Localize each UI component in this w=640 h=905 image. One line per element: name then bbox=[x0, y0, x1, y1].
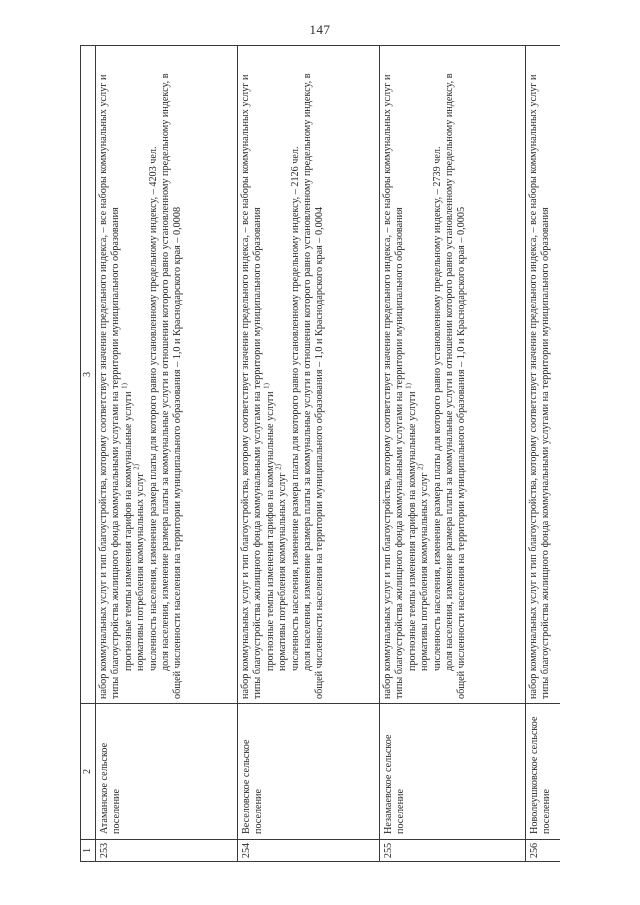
table-row bbox=[96, 46, 238, 862]
table-header-row bbox=[81, 46, 96, 862]
row-description bbox=[238, 46, 380, 704]
description-paragraph: доля населения, изменение размера платы за коммунальные услуги в отношении которого равно установленному предельному индексу, в общей численности населения на территории муниципального образования – 1,0 и Краснодарского края – 0,0004 bbox=[302, 73, 326, 699]
table-row bbox=[380, 46, 526, 862]
row-number: 254 bbox=[238, 840, 380, 862]
table-row bbox=[526, 46, 561, 862]
row-description bbox=[526, 46, 561, 704]
settlement-name: Веселовское сельское поселение bbox=[238, 704, 380, 840]
description-paragraph: нормативы потребления коммунальных услуг $^{2)}$ bbox=[274, 464, 289, 671]
utility-index-table bbox=[80, 45, 560, 862]
row-description bbox=[96, 46, 238, 704]
description-paragraph: набор коммунальных услуг и тип благоустройства, которому соответствует значение предельного индекса, – все наборы коммунальных услуг и типы благоустройства жилищного фонда коммунальными услугами на территории муниципального образования bbox=[382, 74, 406, 699]
page-number: 147 bbox=[309, 22, 331, 37]
row-description bbox=[380, 46, 526, 704]
description-paragraph: прогнозные темпы изменения тарифов на коммунальные услуги $^{1)}$ bbox=[120, 383, 134, 671]
column-header-2: 2 bbox=[81, 704, 96, 840]
description-paragraph: нормативы потребления коммунальных услуг $^{2)}$ bbox=[132, 464, 147, 671]
description-paragraph: набор коммунальных услуг и тип благоустройства, которому соответствует значение предельного индекса, – все наборы коммунальных услуг и типы благоустройства жилищного фонда коммунальными услугами на территории муниципального образования bbox=[528, 74, 552, 699]
description-paragraph: прогнозные темпы изменения тарифов на коммунальные услуги $^{1)}$ bbox=[404, 383, 418, 671]
description-paragraph: доля населения, изменение размера платы за коммунальные услуги в отношении которого равно установленному предельному индексу, в общей численности населения на территории муниципального образования – 1,0 и Краснодарского края – 0,0005 bbox=[444, 73, 468, 699]
settlement-name: Новолеушковское сельское поселение bbox=[526, 704, 561, 840]
description-paragraph: доля населения, изменение размера платы за коммунальные услуги в отношении которого равно установленному предельному индексу, в общей численности населения на территории муниципального образования – 1,0 и Краснодарского края – 0,0008 bbox=[160, 73, 184, 699]
description-paragraph: численность населения, изменение размера платы для которого равно установленному предельному индексу, – 2739 чел. bbox=[431, 146, 443, 671]
row-number: 256 bbox=[526, 840, 561, 862]
settlement-name: Атаманское сельское поселение bbox=[96, 704, 238, 840]
column-header-1: 1 bbox=[81, 840, 96, 862]
description-paragraph: нормативы потребления коммунальных услуг $^{2)}$ bbox=[416, 464, 431, 671]
description-paragraph: численность населения, изменение размера платы для которого равно установленному предельному индексу, – 2126 чел. bbox=[289, 146, 301, 671]
description-paragraph: набор коммунальных услуг и тип благоустройства, которому соответствует значение предельного индекса, – все наборы коммунальных услуг и типы благоустройства жилищного фонда коммунальными услугами на территории муниципального образования bbox=[98, 74, 122, 699]
description-paragraph: прогнозные темпы изменения тарифов на коммунальные услуги $^{1)}$ bbox=[262, 383, 276, 671]
row-number: 255 bbox=[380, 840, 526, 862]
column-header-3: 3 bbox=[81, 46, 96, 704]
settlement-name: Незамаевское сельское поселение bbox=[380, 704, 526, 840]
rotated-table-container bbox=[80, 46, 560, 862]
description-paragraph: численность населения, изменение размера платы для которого равно установленному предельному индексу, – 4203 чел. bbox=[147, 146, 159, 671]
row-number: 253 bbox=[96, 840, 238, 862]
table-row bbox=[238, 46, 380, 862]
description-paragraph: набор коммунальных услуг и тип благоустройства, которому соответствует значение предельного индекса, – все наборы коммунальных услуг и типы благоустройства жилищного фонда коммунальными услугами на территории муниципального образования bbox=[240, 74, 264, 699]
